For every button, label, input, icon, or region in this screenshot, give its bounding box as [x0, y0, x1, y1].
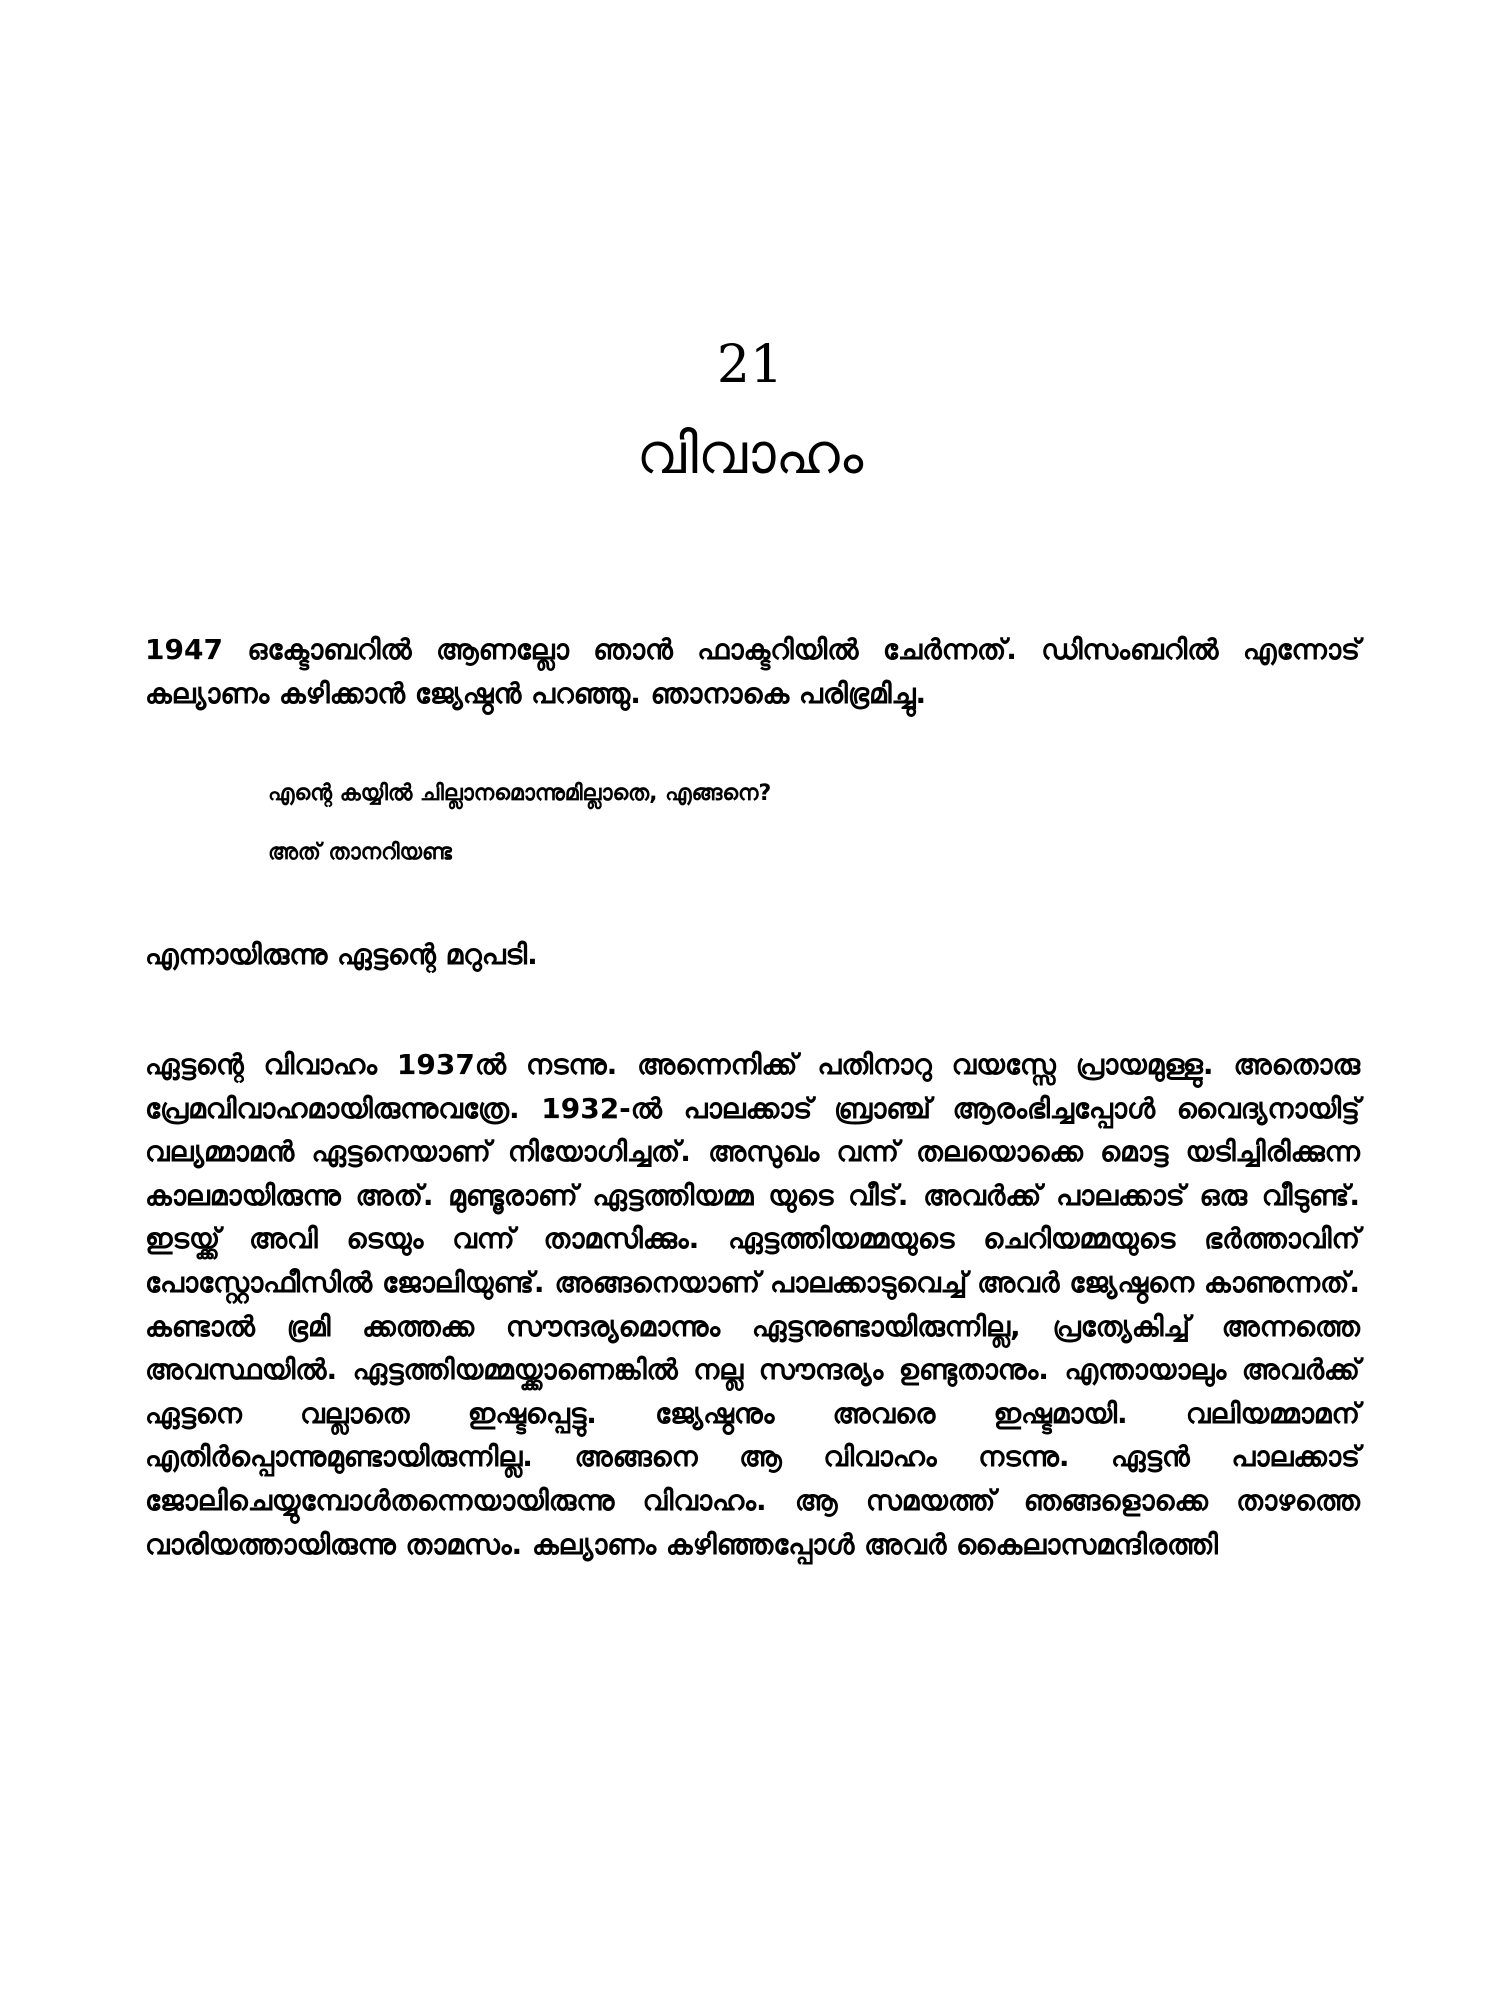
paragraph-1: 1947 ഒക്ടോബറിൽ ആണല്ലോ ഞാൻ ഫാക്ടറിയിൽ ചേർന്നത്. ഡിസംബറിൽ എന്നോട് കല്യാണം കഴിക്കാൻ ജ്യേഷ്ഠൻ പറഞ്ഞു. ഞാനാകെ പരിഭ്രമിച്ചു. — [145, 633, 1360, 710]
paragraph-3: ഏട്ടന്റെ വിവാഹം 1937ൽ നടന്നു. അന്നെനിക്ക് പതിനാറു വയസ്സേ പ്രായമുള്ളു. അതൊരു പ്രേമവിവാഹമായിരുന്നുവത്രേ. 1932-ൽ പാലക്കാട് ബ്രാഞ്ച് ആരംഭിച്ചപ്പോൾ വൈദ്യനായിട്ട് വല്യമ്മാമൻ ഏട്ടനെയാണ് നിയോഗിച്ചത്. അസുഖം വന്ന് തലയൊക്കെ മൊട്ട യടിച്ചിരിക്കുന്ന കാലമായിരുന്നു അത്. മുണ്ടൂരാണ് ഏട്ടത്തിയമ്മ യുടെ വീട്. അവർക്ക് പാലക്കാട് ഒരു വീടുണ്ട്. ഇടയ്ക്ക് അവി ടെയും വന്ന് താമസിക്കും. ഏട്ടത്തിയമ്മയുടെ ചെറിയമ്മയുടെ ഭർത്താവിന് പോസ്റ്റോഫീസിൽ ജോലിയുണ്ട്. അങ്ങനെയാണ് പാലക്കാടുവെച്ച് അവർ ജ്യേഷ്ഠനെ കാണുന്നത്. കണ്ടാൽ ഭ്രമി ക്കത്തക്ക സൗന്ദര്യമൊന്നും ഏട്ടനുണ്ടായിരുന്നില്ല, പ്രത്യേകിച്ച് അന്നത്തെ അവസ്ഥയിൽ. ഏട്ടത്തിയമ്മയ്ക്കാണെങ്കിൽ നല്ല സൗന്ദര്യം ഉണ്ടുതാനും. എന്തായാലും അവർക്ക് ഏട്ടനെ വല്ലാതെ ഇഷ്ടപ്പെട്ടു. ജ്യേഷ്ഠനും അവരെ ഇഷ്ടമായി. വലിയമ്മാമന് എതിർപ്പൊന്നുമുണ്ടായിരുന്നില്ല. അങ്ങനെ ആ വിവാഹം നടന്നു. ഏട്ടൻ പാലക്കാട് ജോലിചെയ്യുമ്പോൾതന്നെയായിരുന്നു വിവാഹം. ആ സമയത്ത് ഞങ്ങളൊക്കെ താഴത്തെ വാരിയത്തായിരുന്നു താമസം. കല്യാണം കഴിഞ്ഞപ്പോൾ അവർ കൈലാസമന്ദിരത്തി — [145, 1048, 1360, 1561]
chapter-number: 21 — [716, 335, 784, 395]
dialogue-line-1: എന്റെ കയ്യിൽ ചില്ലാനമൊന്നുമില്ലാതെ, എങ്ങനെ? — [268, 781, 772, 806]
dialogue-line-2: അത് താനറിയണ്ട — [268, 840, 452, 865]
chapter-title: വിവാഹം — [636, 422, 864, 487]
paragraph-2: എന്നായിരുന്നു ഏട്ടന്റെ മറുപടി. — [145, 938, 538, 971]
